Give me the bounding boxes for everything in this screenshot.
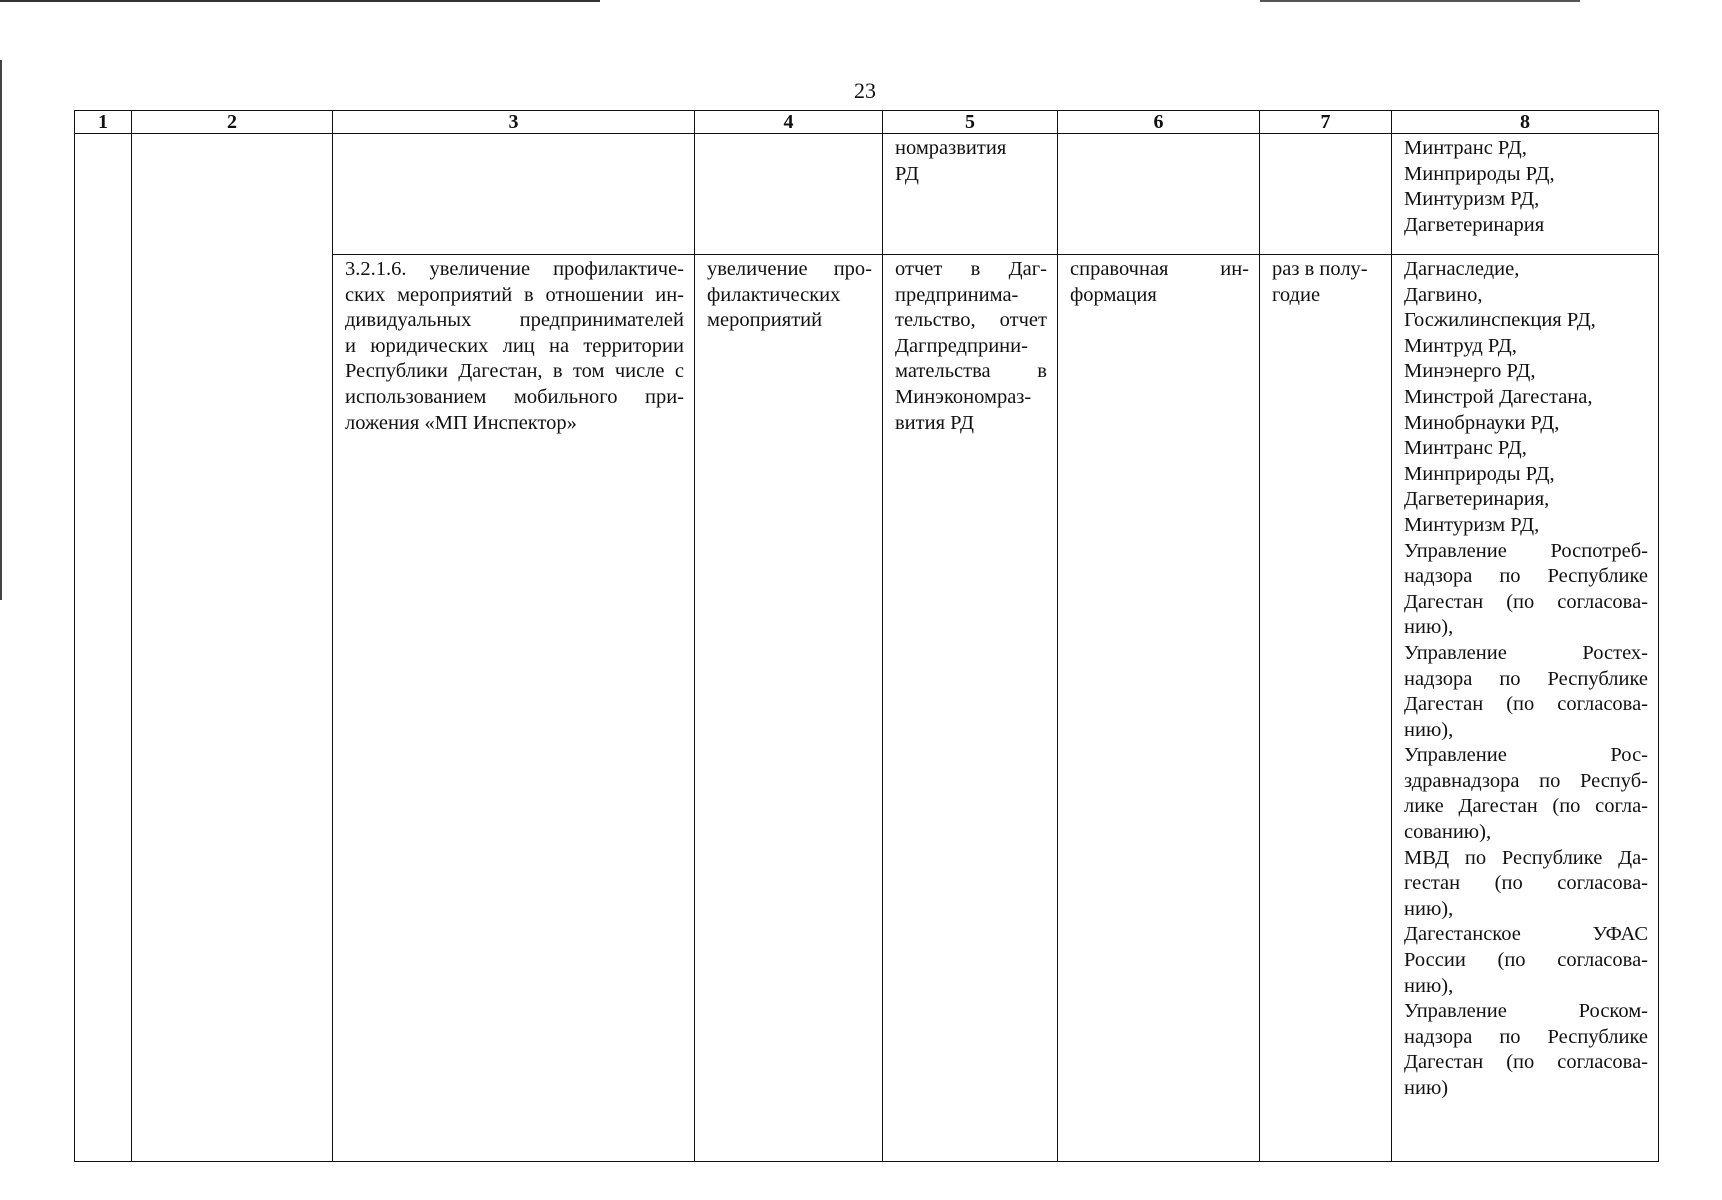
text-line: тельство, отчет: [895, 309, 1047, 332]
text-line: формация: [1070, 283, 1157, 306]
text-line: нию): [1404, 1077, 1449, 1099]
text-line: Минэкономраз-: [895, 385, 1032, 408]
text-line: лике Дагестан (по согла-: [1404, 795, 1648, 818]
text-line: 3.2.1.6. увеличение профилактиче-: [345, 258, 684, 280]
text-line: Дагестан (по согласова-: [1404, 590, 1648, 613]
periodicity-cell: [1260, 255, 1392, 1162]
text-line: Минстрой Дагестана,: [1404, 385, 1593, 408]
text-line: ложения «МП Инспектор»: [345, 411, 577, 434]
text-line: Минтранс РД,: [1404, 437, 1527, 460]
cont-cell-col8: [1392, 134, 1659, 255]
column-header-2: 2: [132, 111, 333, 134]
text-line: раз в полу-: [1272, 258, 1368, 280]
text-line: Минтуризм РД,: [1404, 188, 1540, 211]
text-line: Республики Дагестан, в том числе с: [345, 360, 684, 383]
text-line: и юридических лиц на территории: [345, 334, 684, 357]
text-line: годие: [1272, 283, 1321, 306]
scan-edge-top-right: [1260, 0, 1580, 2]
text-line: мероприятий: [707, 309, 823, 332]
plan-table: [74, 110, 1659, 1162]
text-line: Минтранс РД,: [1404, 137, 1527, 159]
cell-col2: [132, 134, 333, 1162]
cont-cell-col6: [1058, 134, 1260, 255]
text-line: Управление Рос-: [1404, 744, 1648, 767]
responsible-agencies-cell: [1392, 255, 1659, 1162]
text-line: надзора по Республике: [1404, 565, 1648, 588]
text-line: Управление Роспотреб-: [1404, 539, 1648, 562]
text-line: Минприроды РД,: [1404, 462, 1555, 485]
text-line: надзора по Республике: [1404, 1025, 1648, 1048]
text-line: Дагнаследие,: [1404, 258, 1520, 280]
text-line: Минприроды РД,: [1404, 162, 1555, 185]
continuation-row: [75, 134, 1659, 255]
text-line: предпринима-: [895, 283, 1019, 306]
text-line: Дагветеринария: [1404, 213, 1545, 236]
text-line: Дагпредприни-: [895, 334, 1028, 357]
info-type-cell: [1058, 255, 1260, 1162]
text-line: использованием мобильного при-: [345, 385, 684, 408]
text-line: МВД по Республике Да-: [1404, 846, 1648, 869]
column-header-3: 3: [333, 111, 695, 134]
text-line: дивидуальных предпринимателей: [345, 309, 684, 332]
report-form-cell: [883, 255, 1058, 1162]
text-line: здравнадзора по Респуб-: [1404, 769, 1648, 792]
text-line: РД: [895, 162, 919, 185]
text-line: сованию),: [1404, 821, 1492, 844]
text-line: увеличение про-: [707, 258, 872, 280]
page-number: 23: [854, 78, 876, 103]
text-line: ских мероприятий в отношении ин-: [345, 283, 684, 306]
column-number-row: [75, 111, 1659, 134]
text-line: нию),: [1404, 897, 1454, 920]
column-header-1: 1: [75, 111, 132, 134]
scan-edge-left: [0, 60, 2, 600]
text-line: гестан (по согласова-: [1404, 872, 1648, 895]
cont-cell-col5: [883, 134, 1058, 255]
text-line: Дагвино,: [1404, 283, 1483, 306]
column-header-4: 4: [695, 111, 883, 134]
cell-col1: [75, 134, 132, 1162]
text-line: Управление Ростех-: [1404, 641, 1648, 664]
text-line: Госжилинспекция РД,: [1404, 309, 1596, 332]
text-line: Управление Роском-: [1404, 1000, 1648, 1023]
expected-result-cell: [695, 255, 883, 1162]
column-header-7: 7: [1260, 111, 1392, 134]
text-line: нию),: [1404, 974, 1454, 997]
measure-description-cell: [333, 255, 695, 1162]
text-line: Минобрнауки РД,: [1404, 411, 1560, 434]
text-line: нию),: [1404, 718, 1454, 741]
cont-cell-col3: [333, 134, 695, 255]
column-header-6: 6: [1058, 111, 1260, 134]
cont-cell-col4: [695, 134, 883, 255]
scan-edge-top: [0, 0, 600, 2]
text-line: Минтуризм РД,: [1404, 513, 1540, 536]
text-line: Дагестанское УФАС: [1404, 923, 1648, 946]
text-line: вития РД: [895, 411, 974, 434]
text-line: Минтруд РД,: [1404, 334, 1517, 357]
column-header-8: 8: [1392, 111, 1659, 134]
text-line: нию),: [1404, 616, 1454, 639]
text-line: Дагестан (по согласова-: [1404, 693, 1648, 716]
column-header-5: 5: [883, 111, 1058, 134]
text-line: мательства в: [895, 360, 1047, 383]
text-line: Минэнерго РД,: [1404, 360, 1536, 383]
text-line: Дагветеринария,: [1404, 488, 1550, 511]
text-line: справочная ин-: [1070, 258, 1249, 280]
text-line: России (по согласова-: [1404, 949, 1648, 972]
text-line: филактических: [707, 283, 841, 306]
cont-cell-col7: [1260, 134, 1392, 255]
text-line: отчет в Даг-: [895, 258, 1047, 280]
text-line: номразвития: [895, 137, 1007, 159]
text-line: надзора по Республике: [1404, 667, 1648, 690]
text-line: Дагестан (по согласова-: [1404, 1051, 1648, 1074]
